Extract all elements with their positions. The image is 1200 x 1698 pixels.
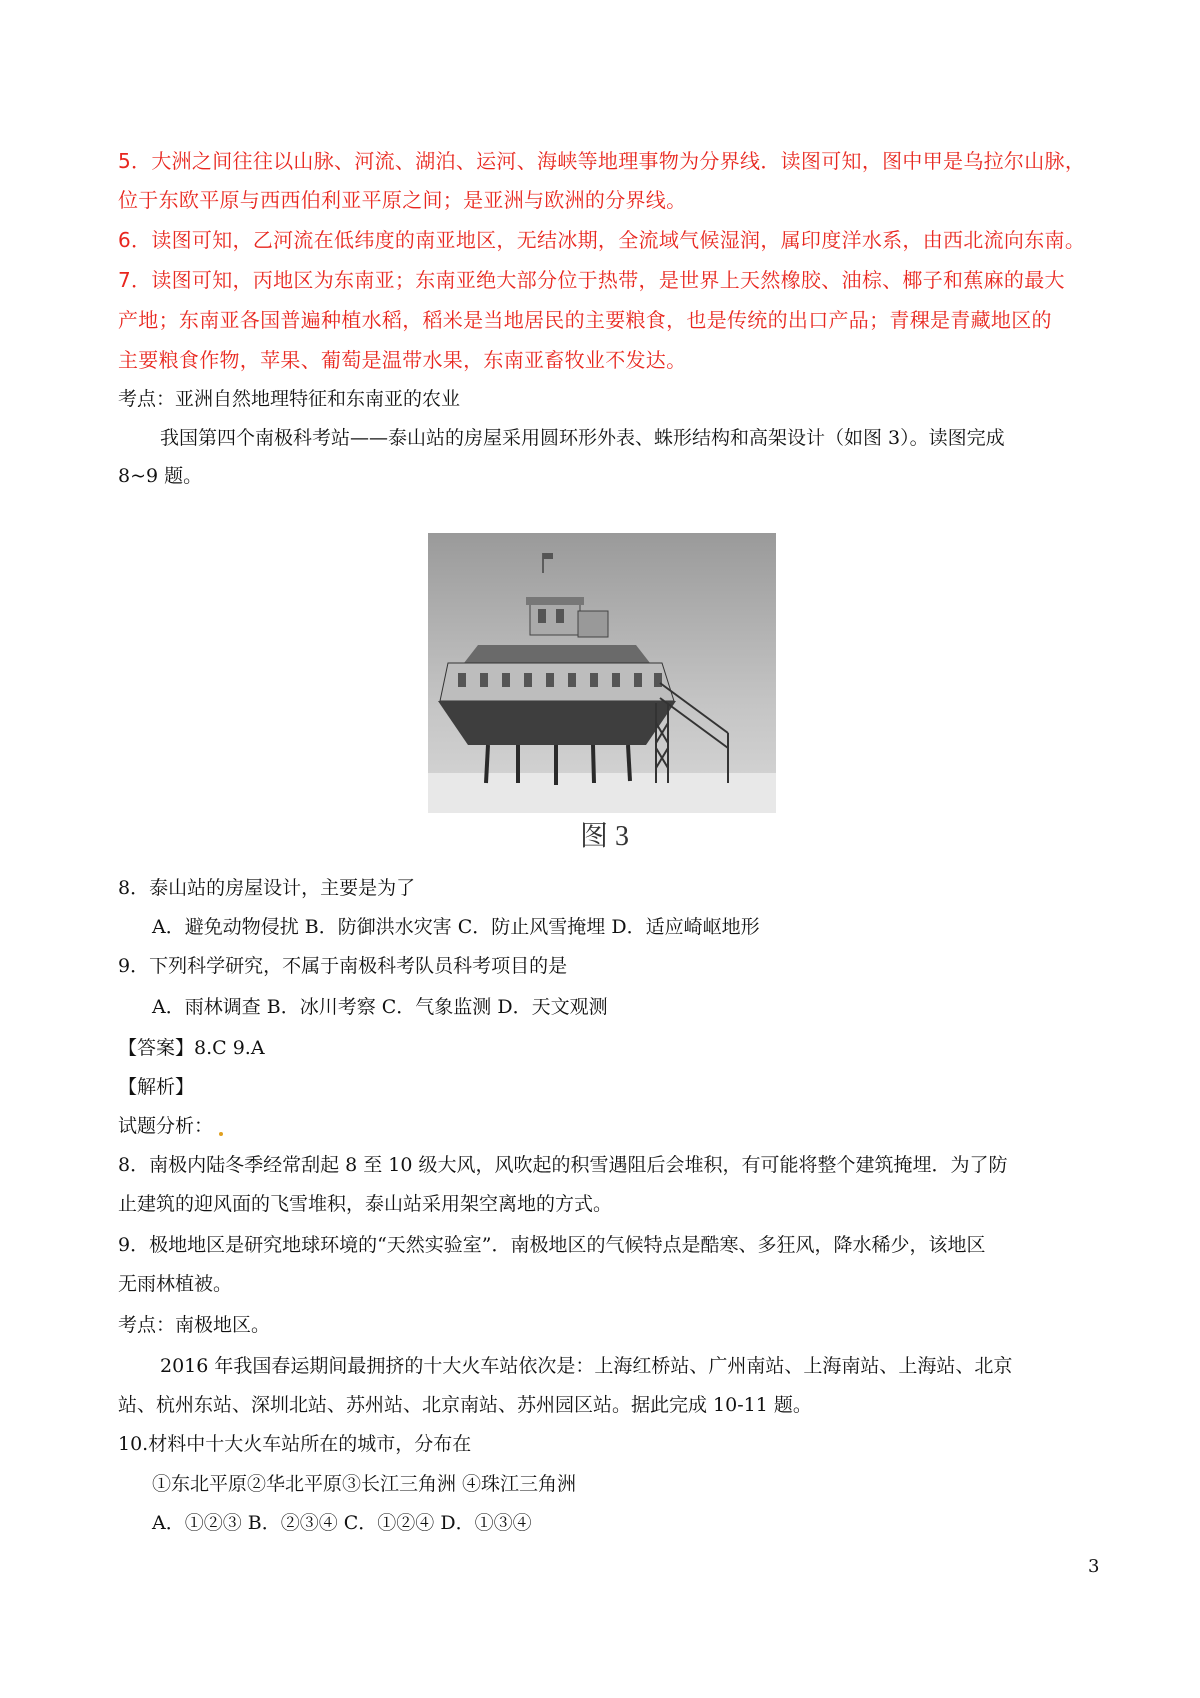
kaodian-asia: 考点：亚洲自然地理特征和东南亚的农业 bbox=[118, 388, 461, 410]
answer: 【答案】8.C 9.A bbox=[118, 1037, 265, 1059]
question-10-items: ①东北平原②华北平原③长江三角洲 ④珠江三角洲 bbox=[152, 1473, 577, 1495]
explanation-8-line2: 止建筑的迎风面的飞雪堆积，泰山站采用架空离地的方式。 bbox=[118, 1193, 613, 1215]
explanation-6: 6．读图可知，乙河流在低纬度的南亚地区，无结冰期，全流域气候湿润，属印度洋水系，由西北流向东南。 bbox=[118, 228, 1086, 252]
explanation-9-line2: 无雨林植被。 bbox=[118, 1273, 233, 1295]
page-number: 3 bbox=[1088, 1556, 1100, 1577]
explanation-8-line1: 8．南极内陆冬季经常刮起 8 至 10 级大风，风吹起的积雪遇阻后会堆积，有可能将整个建筑掩埋．为了防 bbox=[118, 1154, 1008, 1176]
explanation-7-line1: 7．读图可知，丙地区为东南亚；东南亚绝大部分位于热带，是世界上天然橡胶、油棕、椰子和蕉麻的最大 bbox=[118, 268, 1065, 292]
explanation-9-line1: 9．极地地区是研究地球环境的“天然实验室”．南极地区的气候特点是酷寒、多狂风，降水稀少，该地区 bbox=[118, 1234, 986, 1256]
question-8-stem: 8．泰山站的房屋设计，主要是为了 bbox=[118, 877, 416, 899]
analysis-subtitle: 试题分析： bbox=[118, 1112, 223, 1140]
kaodian-antarctica: 考点：南极地区。 bbox=[118, 1314, 271, 1336]
intro-taishan-line2: 8~9 题。 bbox=[118, 465, 203, 487]
explanation-7-line3: 主要粮食作物，苹果、葡萄是温带水果，东南亚畜牧业不发达。 bbox=[118, 348, 687, 372]
taishan-station-figure bbox=[428, 533, 776, 813]
explanation-5-line2: 位于东欧平原与西西伯利亚平原之间；是亚洲与欧洲的分界线。 bbox=[118, 188, 687, 212]
intro-railway-line1: 2016 年我国春运期间最拥挤的十大火车站依次是：上海红桥站、广州南站、上海南站、上海站、北京 bbox=[160, 1355, 1013, 1377]
question-9-stem: 9．下列科学研究，不属于南极科考队员科考项目的是 bbox=[118, 955, 568, 977]
explanation-5-line1: 5．大洲之间往往以山脉、河流、湖泊、运河、海峡等地理事物为分界线．读图可知，图中甲是乌拉尔山脉， bbox=[118, 149, 1086, 173]
explanation-7-line2: 产地；东南亚各国普遍种植水稻，稻米是当地居民的主要粮食，也是传统的出口产品；青稞是青藏地区的 bbox=[118, 308, 1052, 332]
question-9-options: A．雨林调查 B．冰川考察 C．气象监测 D．天文观测 bbox=[152, 996, 608, 1018]
intro-taishan-line1: 我国第四个南极科考站——泰山站的房屋采用圆环形外表、蛛形结构和高架设计（如图 3）。读图完成 bbox=[160, 427, 1005, 449]
figure-caption: 图 3 bbox=[580, 821, 630, 852]
intro-railway-line2: 站、杭州东站、深圳北站、苏州站、北京南站、苏州园区站。据此完成 10-11 题。 bbox=[118, 1394, 812, 1416]
analysis-title: 【解析】 bbox=[118, 1076, 195, 1098]
question-8-options: A．避免动物侵扰 B．防御洪水灾害 C．防止风雪掩埋 D．适应崎岖地形 bbox=[152, 916, 760, 938]
question-10-stem: 10.材料中十大火车站所在的城市，分布在 bbox=[118, 1433, 472, 1455]
question-10-options: A．①②③ B．②③④ C．①②④ D．①③④ bbox=[152, 1512, 532, 1534]
